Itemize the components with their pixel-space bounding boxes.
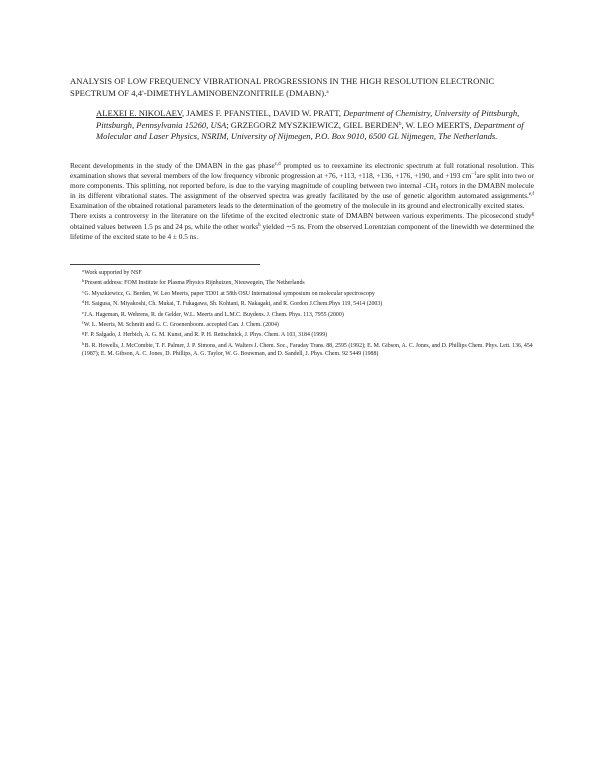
footnote <box>70 298 534 308</box>
footnote <box>70 309 534 319</box>
subscript: 3 <box>435 186 439 192</box>
footnote-text: F. P. Salgado, J. Herbich, A. G. M. Kunst, and R. P. H. Rettschnick, J. Phys. Chem. A 103, 3184 (1999) <box>84 332 328 339</box>
footnote-text: Work supported by NSF <box>84 270 142 276</box>
footnote-mark: a <box>82 268 84 273</box>
abstract-paragraph-2 <box>70 211 534 241</box>
footnote-mark: h <box>82 340 85 346</box>
footnote <box>70 277 534 287</box>
abstract-text: rotors in the DMABN molecule in its different vibrational states. The assignment of the observed spectra was greatly facilitated by the use of genetic algorithm automated assignments. <box>70 181 534 201</box>
footnote <box>70 340 534 359</box>
footnote <box>70 329 534 339</box>
footnote-mark: d <box>82 299 85 305</box>
title-text: ANALYSIS OF LOW FREQUENCY VIBRATIONAL PROGRESSIONS IN THE HIGH RESOLUTION ELECTRONIC SPECTRUM OF 4,4'-DIMETHYLAMINOBENZONITRILE (DMABN). <box>70 76 495 98</box>
footnote-mark: g <box>82 330 85 336</box>
abstract-text: prompted us to reexamine its electronic spectrum at full rotational resolution. This examination shows that several members of the low frequency vibronic progression at +76, +113, +118, +136, +176, +190, and +193 cm <box>70 161 534 181</box>
footnote-mark: c <box>82 288 84 294</box>
abstract-body <box>70 161 534 242</box>
footnote-mark: f <box>82 320 84 326</box>
paper-title <box>70 76 540 99</box>
citation-mark: c,d <box>274 162 281 167</box>
abstract-text: Examination of the obtained rotational parameters leads to the determination of the geometry of the molecule in its ground and electronically excited states. <box>70 201 525 211</box>
presenting-author: ALEXEI E. NIKOLAEV <box>96 108 182 118</box>
footnote-text: W. L. Meerts, M. Schmitt and G. C. Groenenboom. accepted Can. J. Chem. (2004) <box>83 322 279 329</box>
affiliation-pittsburgh: Department of Chemistry, University of Pittsburgh, Pittsburgh, Pennsylvania 15260, USA <box>96 108 520 130</box>
footnote <box>70 319 534 329</box>
affiliation-nijmegen: Department of Molecular and Laser Physics, NSRIM, University of Nijmegen, P.O. Box 9010, 6500 GL Nijmegen, The Netherlands. <box>96 119 524 141</box>
author-list-1: , JAMES F. PFANSTIEL, DAVID W. PRATT, <box>182 108 344 118</box>
title-footnote-mark: a <box>326 89 329 95</box>
footnote-text: B. R. Howells, J. McCombie, T. F. Palmer, J. P. Simons, and A. Walters J. Chem. Soc., Faraday Trans. 88, 2595 (1992); E. M. Gibson, A. C. Jones, and D. Phillips Chem. Phys. Lett. 136, 454 (1987); E. M. Gibson, A. C. Jones, D. Phillips, A. G. Taylor, W. G. Bouwman, and D. Sandell, J. Phys. Chem. 92 5449 (1988) <box>82 342 533 358</box>
abstract-text: yielded ∼5 ns. From the observed Lorentzian component of the linewidth we determined the lifetime of the excited state to be 4 ± 0.5 ns. <box>70 221 534 241</box>
footnote <box>70 288 534 298</box>
abstract-text: Recent developments in the study of the DMABN in the gas phase <box>70 161 275 170</box>
footnotes <box>70 267 534 359</box>
author-block <box>96 108 536 143</box>
footnote-text: Present address: FOM Institute for Plasma Physics Rijnhuizen, Nieuwegein, The Netherlands <box>84 280 305 287</box>
author-list-3: , W. LEO MEERTS, <box>401 119 474 130</box>
footnote-mark: b <box>82 278 85 284</box>
author-footnote-mark: b <box>398 121 402 127</box>
author-list-2: ; GRZEGORZ MYSZKIEWICZ, GIEL BERDEN <box>226 119 399 130</box>
citation-mark: h <box>258 222 261 228</box>
abstract-text: There exists a controversy in the literature on the lifetime of the excited electronic state of DMABN between various experiments. The picosecond study <box>70 211 532 221</box>
footnote <box>70 267 534 277</box>
citation-mark: g <box>531 212 534 218</box>
abstract-text: obtained values between 1.5 ps and 24 ps, while the other works <box>70 221 259 231</box>
footnote-text: G. Myszkiewicz, G. Berden, W. Leo Meerts, paper TD01 at 58th OSU International symposium on molecular spectroscopy <box>84 290 375 297</box>
abstract-paragraph-1 <box>70 161 534 211</box>
footnote-divider <box>70 264 260 265</box>
unit-exponent: −1 <box>471 172 477 178</box>
citation-mark: e,f <box>528 192 534 198</box>
footnote-mark: e <box>82 309 84 315</box>
footnote-text: J.A. Hageman, R. Wehrens, R. de Gelder, W.L. Meerts and L.M.C. Buydens. J. Chem. Phys. 113, 7955 (2000) <box>84 311 344 318</box>
abstract-text: are split into two or more components. This splitting, not reported before, is due to the varying magnitude of coupling between two internal -CH <box>70 171 534 191</box>
footnote-text: H. Saigusa, N. Miyakoshi, Ch. Mukai, T. Fukagawa, Sh. Kohtani, R. Nakagaki, and R. Gordon J.Chem.Phys 119, 5414 (2003) <box>84 301 383 308</box>
